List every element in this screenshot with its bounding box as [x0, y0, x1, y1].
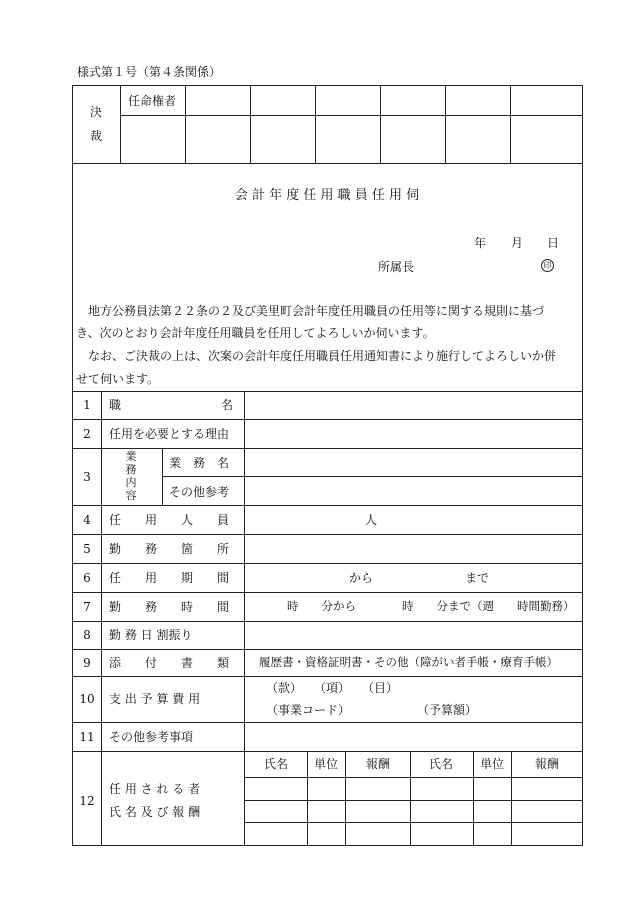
row-10-number: 10: [79, 692, 95, 706]
row-10-label: 支 出 予 算 費 用: [109, 692, 201, 706]
row-2-label: 任用を必要とする理由: [109, 427, 230, 441]
body-paragraph-1-line-1: 地方公務員法第２２条の２及び美里町会計年度任用職員の任用等に関する規則に基づ: [88, 304, 545, 318]
row-3-group-char-1: 業: [125, 450, 137, 463]
approval-label-1: 決: [89, 105, 103, 119]
body-paragraph-2-line-1: なお、ご決裁の上は、次案の会計年度任用職員任用通知書により施行してよろしいか併: [88, 349, 557, 363]
appointing-authority-label: 任命権者: [127, 94, 177, 108]
row-3-group-char-4: 容: [125, 489, 137, 502]
date-month: 月: [511, 236, 524, 250]
form-number: 様式第１号（第４条関係）: [77, 65, 222, 79]
row-5-label: 勤 務 箇 所: [109, 542, 230, 556]
row-3-group-char-2: 務: [125, 463, 137, 476]
form-title: 会 計 年 度 任 用 職 員 任 用 伺: [234, 188, 420, 203]
row-4-number: 4: [83, 513, 91, 527]
row-12-number: 12: [79, 794, 95, 808]
row-6-label: 任 用 期 間: [109, 571, 230, 585]
appointee-header-pay-1: 報酬: [365, 757, 391, 771]
body-paragraph-2-line-2: せて伺います。: [76, 372, 160, 386]
appointee-header-name-2: 氏名: [428, 757, 454, 771]
row-3-number: 3: [83, 470, 91, 484]
seal-mark: 印: [541, 259, 554, 272]
row-7-value: 時 分から 時 分まで（週 時間勤務）: [287, 599, 575, 613]
row-1-value-cell: [245, 392, 582, 419]
row-3-sub-label-2: その他参考: [169, 485, 230, 499]
date-day: 日: [547, 236, 560, 250]
appointee-header-unit-1: 単位: [313, 757, 339, 771]
row-4-label: 任 用 人 員: [109, 513, 230, 527]
body-paragraph-1-line-2: き、次のとおり会計年度任用職員を任用してよろしいか伺います。: [76, 326, 435, 340]
row-4-value: 人: [365, 513, 378, 527]
row-12-label-line-2: 氏 名 及 び 報 酬: [109, 805, 201, 819]
row-7-number: 7: [83, 600, 91, 614]
row-11-number: 11: [79, 730, 95, 744]
date-year: 年: [474, 236, 487, 250]
appointee-header-pay-2: 報酬: [534, 757, 560, 771]
row-1-label-a: 職: [109, 398, 122, 412]
row-11-label: その他参考事項: [109, 730, 194, 744]
row-12-label-line-1: 任 用 さ れ る 者: [109, 782, 201, 796]
row-8-number: 8: [83, 628, 91, 642]
row-6-number: 6: [83, 571, 91, 585]
row-10-value-code: （事業コード）: [266, 703, 351, 717]
row-6-value-from: から: [349, 571, 374, 585]
row-2-number: 2: [83, 427, 91, 441]
appointee-header-unit-2: 単位: [479, 757, 505, 771]
row-3-group-char-3: 内: [125, 476, 137, 489]
row-9-label: 添 付 書 類: [109, 656, 230, 670]
row-6-value-to: まで: [465, 571, 490, 585]
row-1-number: 1: [83, 398, 91, 412]
row-1-label-b: 名: [221, 398, 234, 412]
row-5-number: 5: [83, 542, 91, 556]
approval-label-2: 裁: [89, 129, 103, 143]
row-8-label: 勤 務 日 割振り: [109, 628, 193, 642]
department-head-label: 所属長: [378, 260, 415, 274]
row-10-value-line-1: （款） （項） （目）: [266, 681, 399, 695]
row-9-number: 9: [83, 656, 91, 670]
row-7-label: 勤 務 時 間: [109, 600, 230, 614]
row-9-value: 履歴書・資格証明書・その他（障がい者手帳・療育手帳）: [259, 655, 558, 669]
row-10-value-amount: （予算額）: [417, 703, 478, 717]
row-2-value-cell: [245, 420, 582, 448]
row-3-sub-label-1: 業 務 名: [169, 456, 230, 470]
appointee-header-name-1: 氏名: [263, 757, 289, 771]
